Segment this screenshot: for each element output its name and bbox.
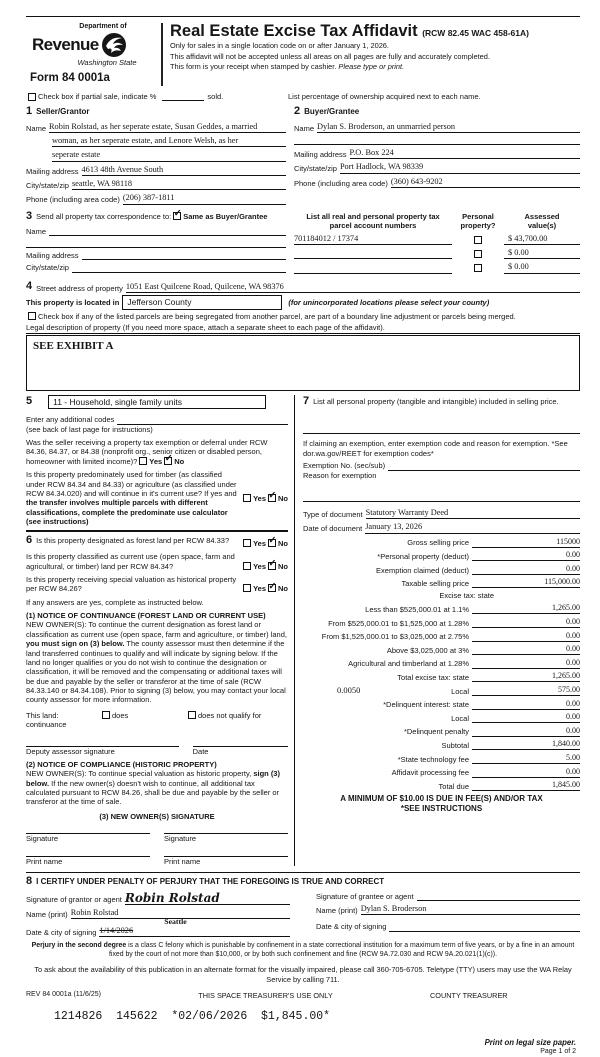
parcel-row-2	[294, 248, 580, 259]
assessed-value-input-2[interactable]: $ 0.00	[504, 248, 580, 259]
additional-codes-input[interactable]	[117, 416, 288, 425]
section-8-number: 8	[26, 874, 33, 887]
parcel-row-3	[294, 262, 580, 273]
affidavit-processing-fee-value[interactable]: 0.00	[516, 767, 580, 778]
corr-name-label: Name	[26, 226, 47, 236]
s5-exemption-yes-checkbox[interactable]	[139, 457, 147, 465]
section-5	[26, 395, 288, 527]
county-treasurer-label: COUNTY TREASURER	[430, 990, 508, 1000]
section-8-certification	[26, 872, 580, 937]
corr-mailing-input[interactable]	[82, 251, 286, 260]
total-excise-state-value[interactable]: 1,265.00	[516, 671, 580, 682]
date-of-document-input[interactable]: January 13, 2026	[365, 522, 580, 533]
located-in-label: This property is located in	[26, 297, 120, 307]
grantee-name-input[interactable]: Dylan S. Broderson	[361, 904, 580, 915]
exemption-no-input[interactable]	[388, 462, 580, 471]
personal-property-checkbox-1[interactable]	[474, 236, 482, 244]
notice-compliance-title: (2) NOTICE OF COMPLIANCE (HISTORIC PROPERTY)	[26, 759, 217, 769]
tax-line: From $525,000.01 to $1,525,000 at 1.28% 0.00	[328, 617, 580, 628]
section-5-number: 5	[26, 395, 33, 408]
rcw-reference: (RCW 82.45 WAC 458-61A)	[422, 28, 529, 38]
legal-description-box[interactable]	[26, 335, 580, 391]
parcel-table	[294, 210, 580, 274]
segregated-label: Check box if any of the listed parcels are being segregated from another parcel, are part of a boundary line adjustment or parcels being merged.	[38, 311, 516, 321]
deputy-assessor-signature-field[interactable]: Deputy assessor signature	[26, 746, 179, 756]
exemption-no-label: Exemption No. (sec/sub)	[303, 461, 386, 471]
tax-computation	[303, 537, 580, 814]
notice-compliance-body: NEW OWNER(S): To continue special valuation as historic property, sign (3) below. If the new owner(s) doesn't wish to continue, all additional tax calculated pursuant to RCW 84.26, shall be due and payable by the seller or transferor at the time of sale.	[26, 769, 280, 807]
exemption-note: If claiming an exemption, enter exemption code and reason for exemption. *See dor.wa.gov/REET for exemption codes*	[303, 439, 568, 458]
tax-line: Total excise tax: state 1,265.00	[397, 671, 580, 683]
tier1-tax-value[interactable]: 1,265.00	[516, 603, 580, 614]
section-3-number: 3	[26, 209, 33, 222]
if-yes-note: If any answers are yes, complete as instructed below.	[26, 597, 204, 607]
owner-printname-field-2[interactable]: Print name	[164, 856, 288, 866]
tax-line: 0.0050 Local 575.00	[303, 685, 580, 696]
parcel-number-input-1[interactable]: 701184012 / 17374	[294, 234, 452, 245]
state-technology-fee-value[interactable]: 5.00	[516, 753, 580, 764]
agricultural-tax-value[interactable]: 0.00	[516, 658, 580, 669]
section-7-number: 7	[303, 394, 310, 407]
partial-sale-label: Check box if partial sale, indicate %	[38, 91, 157, 101]
s6-currentuse-yes-checkbox[interactable]	[243, 562, 251, 570]
partial-sale-checkbox[interactable]	[28, 93, 36, 101]
tax-line: Gross selling price 115000	[407, 536, 580, 548]
rev-form-id: REV 84 0001a (11/6/25)	[26, 990, 101, 998]
sold-label: sold.	[207, 91, 224, 101]
reason-for-exemption-label: Reason for exemption	[303, 470, 377, 480]
dor-logo-block	[26, 23, 154, 86]
certify-statement: I CERTIFY UNDER PENALTY OF PERJURY THAT THE FOREGOING IS TRUE AND CORRECT	[36, 876, 385, 886]
county-note: (for unincorporated locations please select your county)	[288, 297, 490, 307]
section-1-number: 1	[26, 104, 33, 117]
revenue-wordmark: Revenue	[32, 35, 99, 55]
delinquent-interest-state-value[interactable]: 0.00	[516, 699, 580, 710]
seller-name-input-3[interactable]: seperate estate	[52, 150, 286, 161]
section-1-seller	[26, 101, 294, 205]
reason-for-exemption-input[interactable]	[303, 494, 580, 502]
additional-codes-label: Enter any additional codes	[26, 415, 115, 425]
notice-continuance-title: (1) NOTICE OF CONTINUANCE (FOREST LAND OR CURRENT USE)	[26, 611, 266, 621]
timber-agriculture-question: Is this property predominately used for timber (as classified under RCW 84.34 and 84.33) or agriculture (as classified under RCW 84.34.020) and will continue in it's current use? If yes and the transfer involves multiple parcels with different classifications, complete the predominate use calculator (see instructions) Yes ✓ No	[26, 470, 288, 527]
personal-property-checkbox-2[interactable]	[474, 250, 482, 258]
tax-line: *Personal property (deduct) 0.00	[377, 550, 580, 561]
section-6	[26, 530, 288, 866]
taxable-selling-price-value[interactable]: 115,000.00	[516, 577, 580, 588]
corr-mailing-label: Mailing address	[26, 250, 79, 260]
s6-forest-no-checkbox[interactable]: ✓	[268, 535, 277, 547]
header-note-3: This form is your receipt when stamped by cashier. Please type or print.	[170, 61, 405, 71]
section-3-correspondence	[26, 210, 294, 274]
section-6-number: 6	[26, 534, 33, 547]
seller-name-label: Name	[26, 123, 47, 133]
dor-swirl-logo-icon	[101, 32, 127, 58]
assessed-value-input-3[interactable]: $ 0.00	[504, 262, 580, 273]
grantor-city-annotation: Seattle	[164, 917, 187, 927]
excise-tax-state-header: Excise tax: state	[439, 591, 494, 601]
parcel-row-1	[294, 234, 580, 245]
deputy-date-field[interactable]: Date	[193, 746, 288, 756]
grantee-certification	[316, 889, 580, 938]
s5-exemption-no-checkbox[interactable]: ✓	[164, 453, 173, 465]
seller-name-input[interactable]: Robin Rolstad, as her seperate estate, Susan Geddes, a married	[49, 122, 286, 133]
personal-property-list-label: List all personal property (tangible and intangible) included in selling price.	[313, 396, 559, 406]
grantee-date-input[interactable]	[389, 923, 580, 932]
tier4-tax-value[interactable]: 0.00	[516, 644, 580, 655]
personal-property-deduct-value[interactable]: 0.00	[516, 550, 580, 561]
top-rule	[26, 16, 580, 17]
this-land-label: This land: continuance	[26, 710, 67, 730]
legal-description-value: SEE EXHIBIT A	[33, 339, 114, 352]
grantor-signature-label: Signature of grantor or agent	[26, 895, 122, 905]
subtotal-value[interactable]: 1,840.00	[516, 739, 580, 750]
alternate-format-notice: To ask about the availability of this publication in an alternate format for the visually impaired, please call 360-705-6705. Teletype (TTY) users may use the WA Relay Service by calling 711.	[34, 965, 572, 985]
owner-printname-field-1[interactable]: Print name	[26, 856, 150, 866]
legal-size-note: Print on legal size paper.	[484, 1038, 576, 1048]
delinquent-penalty-value[interactable]: 0.00	[516, 726, 580, 737]
buyer-phone-input[interactable]: (360) 643-9202	[391, 177, 580, 188]
tax-line: *Delinquent interest: state 0.00	[383, 698, 580, 710]
owner-signature-field-1[interactable]: Signature	[26, 833, 150, 843]
buyer-mailing-input[interactable]: P.O. Box 224	[350, 148, 580, 159]
buyer-mailing-label: Mailing address	[294, 149, 347, 159]
buyer-city-input[interactable]: Port Hadlock, WA 98339	[340, 162, 580, 173]
tax-line: Total due 1,845.00	[438, 780, 580, 791]
corr-name-input-2[interactable]	[26, 239, 286, 248]
parcel-number-input-2[interactable]	[294, 250, 452, 259]
perjury-notice: Perjury in the second degree is a class C felony which is punishable by confinement in a state correctional institution for a maximum term of five years, or by a fine in an amount fixed by the court of not more than $10,000, or by both such confinement and fine (RCW 9A.72.030 and RCW 9A.20.021(1)(c)).	[31, 942, 575, 959]
tax-line: Less than $525,000.01 at 1.1% 1,265.00	[365, 603, 580, 615]
exemption-deferral-question: Was the seller receiving a property tax exemption or deferral under RCW 84.36, 84.37, or 84.38 (nonprofit org., senior citizen or disabled person, homeowner with limited income)? Yes ✓ No	[26, 438, 268, 466]
gross-selling-price-value[interactable]: 115000	[516, 537, 580, 548]
title-block	[170, 23, 580, 86]
print-note	[26, 1038, 580, 1056]
personal-property-list-input[interactable]	[303, 426, 580, 434]
total-due-value[interactable]: 1,845.00	[516, 780, 580, 791]
washington-state-label: Washington State	[77, 57, 137, 67]
grantor-name-input[interactable]: Robin Rolstad	[71, 908, 290, 919]
page-number: Page 1 of 2	[540, 1047, 576, 1055]
exemption-claimed-value[interactable]: 0.00	[516, 564, 580, 575]
s6-historic-yes-checkbox[interactable]	[243, 584, 251, 592]
section-4-number: 4	[26, 279, 33, 292]
correspondence-label: Send all property tax correspondence to:	[36, 211, 172, 221]
grantor-certification	[26, 889, 290, 938]
corr-city-label: City/state/zip	[26, 263, 69, 273]
document-info	[303, 508, 580, 534]
legal-description-label: Legal description of property (If you need more space, attach a separate sheet to each page of the affidavit).	[26, 323, 385, 333]
date-of-document-label: Date of document	[303, 524, 363, 534]
land-does-checkbox[interactable]	[102, 711, 110, 719]
tax-line: Above $3,025,000 at 3% 0.00	[386, 644, 580, 655]
header-divider	[161, 23, 163, 86]
dept-of-label: Department of	[79, 23, 127, 30]
seller-mailing-label: Mailing address	[26, 166, 79, 176]
form-title: Real Estate Excise Tax Affidavit (RCW 82.45 WAC 458-61A)	[170, 22, 529, 40]
section-2-buyer	[294, 101, 580, 205]
new-owners-signature-title: (3) NEW OWNER(S) SIGNATURE	[99, 811, 215, 821]
local-tax-value[interactable]: 575.00	[516, 685, 580, 696]
local-rate-value[interactable]: 0.0050	[337, 685, 361, 696]
same-as-buyer-label: Same as Buyer/Grantee	[183, 211, 268, 221]
assessed-value-col-header: Assessed value(s)	[524, 211, 560, 231]
header-note-1: Only for sales in a single location code on or after January 1, 2026.	[170, 41, 389, 51]
seller-city-input[interactable]: seattle, WA 98118	[72, 179, 286, 190]
tax-line: Subtotal 1,840.00	[441, 739, 580, 751]
tax-line: From $1,525,000.01 to $3,025,000 at 2.75% 0.00	[321, 630, 580, 642]
tax-line: Local 0.00	[451, 712, 580, 723]
buyer-city-label: City/state/zip	[294, 164, 337, 174]
parcel-col-header: List all real and personal property tax parcel account numbers	[306, 211, 440, 231]
minimum-due-note: A MINIMUM OF $10.00 IS DUE IN FEE(S) AND/OR TAX	[340, 794, 543, 804]
county-select[interactable]: Jefferson County	[122, 295, 282, 310]
seller-mailing-input[interactable]: 4613 48th Avenue South	[82, 165, 286, 176]
grantor-date-input[interactable]: Seattle 1/14/2026	[99, 926, 290, 937]
delinquent-interest-local-value[interactable]: 0.00	[516, 712, 580, 723]
segregated-checkbox[interactable]	[28, 312, 36, 320]
seller-phone-label: Phone (including area code)	[26, 195, 120, 205]
personal-property-col-header: Personal property?	[460, 211, 496, 231]
notice-continuance-body: NEW OWNER(S): To continue the current designation as forest land or classification as current use (open space, farm and agriculture, or timber) land, you must sign on (3) below. The county assessor must then determine if the land transferred continues to qualify and will indicate by signing below. If the land no longer qualifies or you do not wish to continue the designation or classification, it will be removed and the compensating or additional taxes will be due and payable by the seller or transferor at the time of sale (RCW 84.33.140 or 84.34.108). Prior to signing (3) below, you may contact your local county assessor for more information.	[26, 620, 287, 705]
corr-city-input[interactable]	[72, 264, 286, 273]
land-does-not-checkbox[interactable]	[188, 711, 196, 719]
forest-land-question: 6 Is this property designated as forest land per RCW 84.33? Yes ✓ No	[26, 534, 288, 548]
grantor-name-label: Name (print)	[26, 909, 68, 919]
form-header	[26, 23, 580, 86]
header-note-2: This affidavit will not be accepted unless all areas on all pages are fully and accurately completed.	[170, 51, 490, 61]
tier3-tax-value[interactable]: 0.00	[516, 631, 580, 642]
treasurer-space-label: THIS SPACE TREASURER'S USE ONLY	[198, 990, 333, 1000]
section-2-number: 2	[294, 104, 301, 117]
grantee-signature-label: Signature of grantee or agent	[316, 891, 414, 901]
buyer-phone-label: Phone (including area code)	[294, 178, 388, 188]
current-use-question: Is this property classified as current use (open space, farm and agricultural, or timber) land per RCW 84.34? Yes ✓ No	[26, 552, 288, 571]
tax-line: *State technology fee 5.00	[397, 752, 580, 764]
land-qualify-row: This land: continuance does does not qualify for	[26, 710, 262, 730]
footer-row	[26, 991, 580, 1000]
same-as-buyer-checkbox[interactable]: ✓	[173, 208, 182, 220]
grantee-signature-input[interactable]	[417, 892, 580, 901]
s5-timber-no-checkbox[interactable]: ✓	[268, 490, 277, 502]
property-use-code-select[interactable]: 11 - Household, single family units	[48, 395, 266, 410]
grantee-date-label: Date & city of signing	[316, 922, 387, 932]
s6-historic-no-checkbox[interactable]: ✓	[268, 580, 277, 592]
tax-line: Exemption claimed (deduct) 0.00	[376, 563, 580, 575]
grantor-signature-input[interactable]: Robin Rolstad	[125, 892, 290, 905]
s6-forest-yes-checkbox[interactable]	[243, 539, 251, 547]
street-address-input[interactable]: 1051 East Quilcene Road, Quilcene, WA 98376	[126, 282, 580, 293]
ownership-percentage-note: List percentage of ownership acquired next to each name.	[288, 91, 481, 101]
tax-line: Agricultural and timberland at 1.28% 0.00	[348, 657, 580, 669]
grantor-date-label: Date & city of signing	[26, 928, 97, 938]
grantee-name-label: Name (print)	[316, 906, 358, 916]
parcel-number-input-3[interactable]	[294, 265, 452, 274]
personal-property-checkbox-3[interactable]	[474, 264, 482, 272]
type-of-document-label: Type of document	[303, 509, 363, 519]
seller-name-input-2[interactable]: woman, as her seperate estate, and Lenore Welsh, as her	[52, 136, 286, 147]
s6-currentuse-no-checkbox[interactable]: ✓	[268, 558, 277, 570]
section-4-property	[26, 280, 580, 391]
see-instructions-note: *SEE INSTRUCTIONS	[400, 804, 483, 814]
treasurer-stamp: 1214826 145622 *02/06/2026 $1,845.00*	[54, 1009, 331, 1023]
tier2-tax-value[interactable]: 0.00	[516, 617, 580, 628]
assessed-value-input-1[interactable]: $ 43,700.00	[504, 234, 580, 245]
tax-line: *Delinquent penalty 0.00	[403, 725, 580, 737]
seller-city-label: City/state/zip	[26, 181, 69, 191]
type-of-document-input[interactable]: Statutory Warranty Deed	[366, 508, 580, 519]
form-number: Form 84 0001a	[30, 72, 110, 85]
street-address-label: Street address of property	[36, 283, 123, 293]
owner-signature-field-2[interactable]: Signature	[164, 833, 288, 843]
partial-sale-row	[26, 92, 580, 101]
historic-question: Is this property receiving special valuation as historical property per RCW 84.26? Yes ✓ No	[26, 574, 288, 594]
buyer-name-input[interactable]: Dylan S. Broderson, an unmarried person	[317, 122, 580, 133]
seller-title: Seller/Grantor	[36, 106, 90, 116]
buyer-title: Buyer/Grantee	[304, 106, 360, 116]
buyer-name-label: Name	[294, 123, 315, 133]
corr-name-input[interactable]	[49, 227, 286, 236]
seller-phone-input[interactable]: (206) 387-1811	[123, 193, 286, 204]
tax-line: Taxable selling price 115,000.00	[401, 577, 580, 589]
tax-line: Affidavit processing fee 0.00	[391, 766, 580, 778]
additional-codes-note: (see back of last page for instructions)	[26, 424, 153, 434]
s5-timber-yes-checkbox[interactable]	[243, 494, 251, 502]
buyer-name-input-2[interactable]	[294, 136, 580, 145]
section-7	[303, 395, 580, 502]
